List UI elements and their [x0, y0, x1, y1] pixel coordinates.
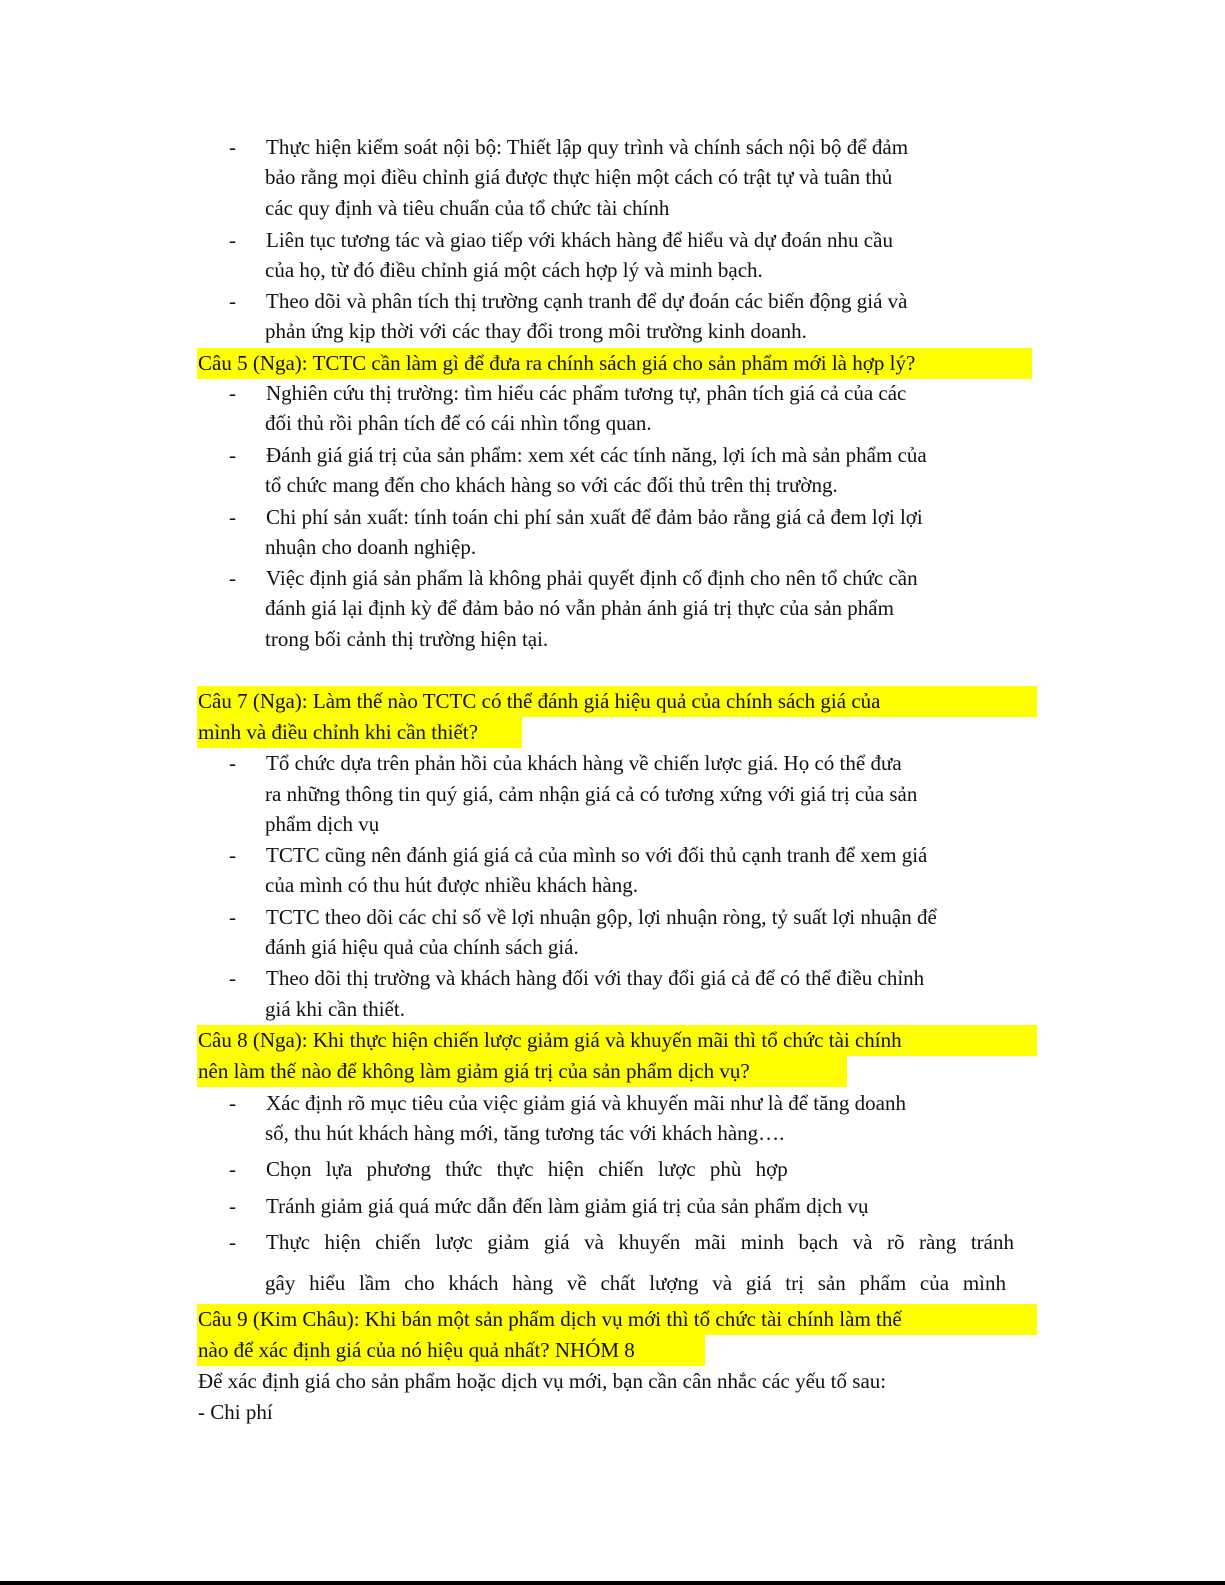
bullet-dash: -: [229, 135, 236, 159]
bullet-dash: -: [229, 1091, 236, 1115]
bullet-dash: -: [229, 843, 236, 867]
text-line: TCTC theo dõi các chỉ số về lợi nhuận gộp, lợi nhuận ròng, tỷ suất lợi nhuận để: [266, 905, 937, 929]
text-line: đánh giá lại định kỳ để đảm bảo nó vẫn phản ánh giá trị thực của sản phẩm: [265, 596, 894, 620]
text-line: số, thu hút khách hàng mới, tăng tương tác với khách hàng….: [265, 1121, 785, 1145]
text-line: của họ, từ đó điều chỉnh giá một cách hợp lý và minh bạch.: [265, 258, 763, 282]
text-line: Chọn lựa phương thức thực hiện chiến lược phù hợp: [266, 1157, 788, 1181]
text-line: Nghiên cứu thị trường: tìm hiểu các phẩm tương tự, phân tích giá cả của các: [266, 381, 907, 405]
text-line: phẩm dịch vụ: [265, 812, 380, 836]
text-line: trong bối cảnh thị trường hiện tại.: [265, 627, 549, 651]
text-line: Đánh giá giá trị của sản phẩm: xem xét các tính năng, lợi ích mà sản phẩm của: [266, 443, 927, 467]
question-heading: Câu 7 (Nga): Làm thế nào TCTC có thể đánh giá hiệu quả của chính sách giá của: [198, 689, 881, 713]
text-line: các quy định và tiêu chuẩn của tổ chức tài chính: [265, 196, 670, 220]
bullet-dash: -: [229, 443, 236, 467]
question-heading: Câu 8 (Nga): Khi thực hiện chiến lược giảm giá và khuyến mãi thì tổ chức tài chính: [198, 1028, 902, 1052]
text-line: Liên tục tương tác và giao tiếp với khách hàng để hiểu và dự đoán nhu cầu: [266, 228, 893, 252]
bullet-dash: -: [229, 751, 236, 775]
text-line: Theo dõi và phân tích thị trường cạnh tranh để dự đoán các biến động giá và: [266, 289, 908, 313]
question-heading: nên làm thế nào để không làm giảm giá trị của sản phẩm dịch vụ?: [198, 1059, 750, 1083]
bullet-dash: -: [229, 1157, 236, 1181]
text-line: đánh giá hiệu quả của chính sách giá.: [265, 935, 579, 959]
text-line: giá khi cần thiết.: [265, 997, 405, 1021]
page-bottom-border: [0, 1581, 1225, 1585]
text-line: đối thủ rồi phân tích để có cái nhìn tổng quan.: [265, 411, 652, 435]
question-heading: mình và điều chỉnh khi cần thiết?: [198, 720, 478, 744]
text-line: Tổ chức dựa trên phản hồi của khách hàng về chiến lược giá. Họ có thể đưa: [266, 751, 902, 775]
text-line: gây hiểu lầm cho khách hàng về chất lượng và giá trị sản phẩm của mình: [265, 1271, 1006, 1295]
bullet-dash: -: [229, 289, 236, 313]
text-line: Chi phí sản xuất: tính toán chi phí sản xuất để đảm bảo rằng giá cả đem lợi lợi: [266, 505, 923, 529]
bullet-dash: -: [229, 505, 236, 529]
question-heading: Câu 5 (Nga): TCTC cần làm gì để đưa ra chính sách giá cho sản phẩm mới là hợp lý?: [198, 351, 916, 375]
text-line: Thực hiện kiểm soát nội bộ: Thiết lập quy trình và chính sách nội bộ để đảm: [266, 135, 909, 159]
bullet-dash: -: [229, 966, 236, 990]
question-heading: nào để xác định giá của nó hiệu quả nhất? NHÓM 8: [198, 1338, 635, 1362]
paragraph: - Chi phí: [198, 1400, 273, 1424]
paragraph: Để xác định giá cho sản phẩm hoặc dịch vụ mới, bạn cần cân nhắc các yếu tố sau:: [198, 1369, 887, 1393]
text-line: Việc định giá sản phẩm là không phải quyết định cố định cho nên tổ chức cần: [266, 566, 918, 590]
text-line: của mình có thu hút được nhiều khách hàng.: [265, 873, 638, 897]
bullet-dash: -: [229, 1194, 236, 1218]
text-line: nhuận cho doanh nghiệp.: [265, 535, 477, 559]
text-line: TCTC cũng nên đánh giá giá cả của mình so với đối thủ cạnh tranh để xem giá: [266, 843, 928, 867]
text-line: Tránh giảm giá quá mức dẫn đến làm giảm giá trị của sản phẩm dịch vụ: [266, 1194, 869, 1218]
bullet-dash: -: [229, 566, 236, 590]
text-line: ra những thông tin quý giá, cảm nhận giá cả có tương xứng với giá trị của sản: [265, 782, 918, 806]
text-line: Xác định rõ mục tiêu của việc giảm giá và khuyến mãi như là để tăng doanh: [266, 1091, 907, 1115]
text-line: bảo rằng mọi điều chỉnh giá được thực hiện một cách có trật tự và tuân thủ: [265, 165, 893, 189]
text-line: Thực hiện chiến lược giảm giá và khuyến mãi minh bạch và rõ ràng tránh: [266, 1230, 1014, 1254]
question-heading: Câu 9 (Kim Châu): Khi bán một sản phẩm dịch vụ mới thì tổ chức tài chính làm thế: [198, 1307, 902, 1331]
bullet-dash: -: [229, 381, 236, 405]
bullet-dash: -: [229, 1230, 236, 1254]
text-line: phản ứng kịp thời với các thay đổi trong môi trường kinh doanh.: [265, 319, 807, 343]
bullet-dash: -: [229, 905, 236, 929]
text-line: Theo dõi thị trường và khách hàng đối với thay đổi giá cả để có thể điều chỉnh: [266, 966, 925, 990]
text-line: tổ chức mang đến cho khách hàng so với các đối thủ trên thị trường.: [265, 473, 838, 497]
bullet-dash: -: [229, 228, 236, 252]
